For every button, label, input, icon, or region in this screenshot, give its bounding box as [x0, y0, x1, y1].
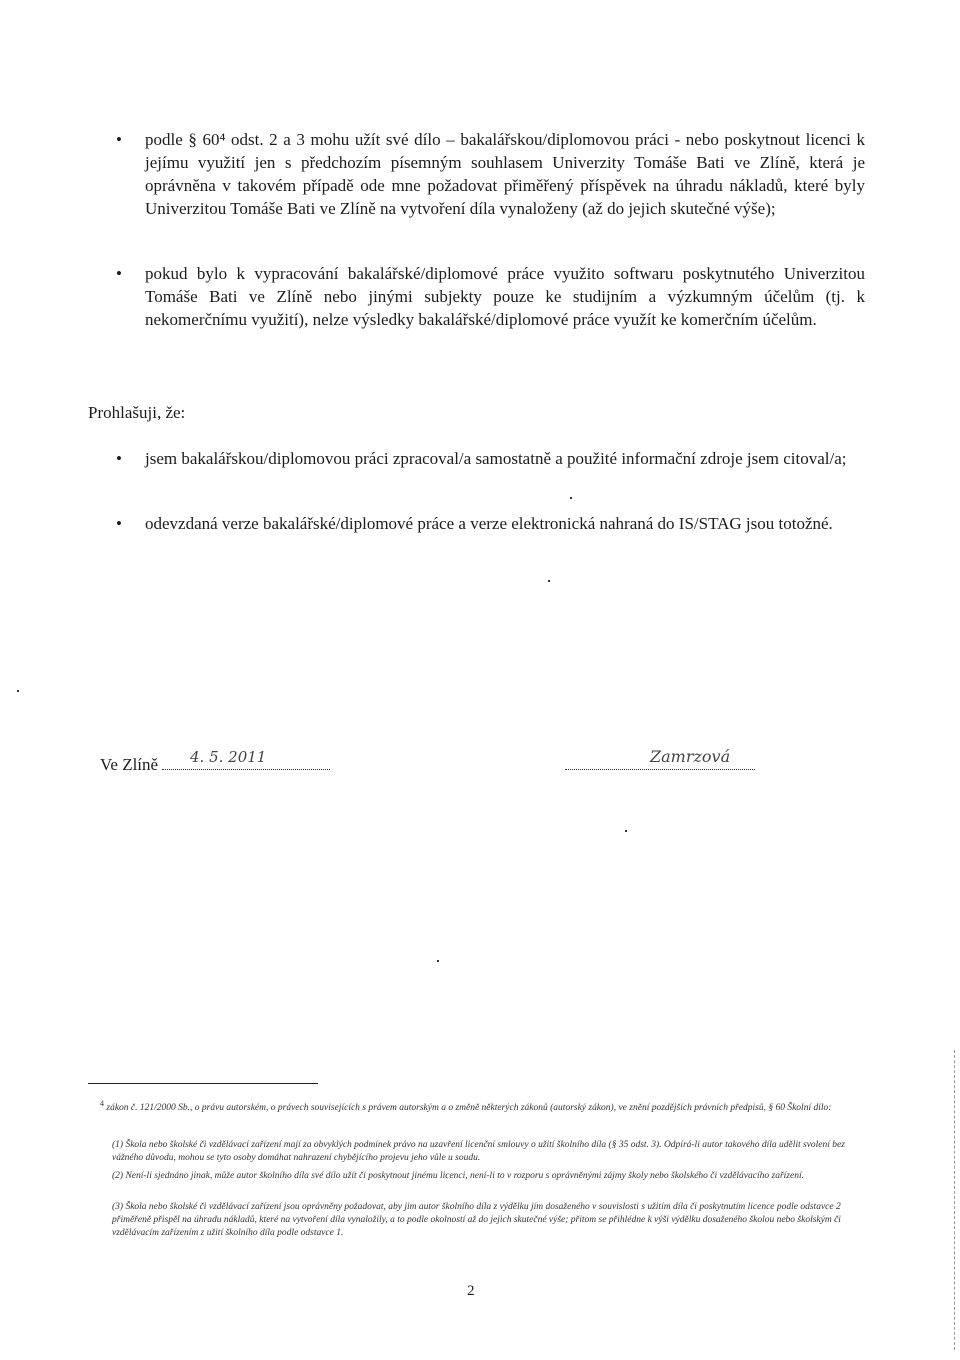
bullet-item-software-use — [116, 262, 865, 331]
scan-speck — [437, 960, 439, 962]
bullet-item-identical-versions — [116, 512, 865, 535]
place-label: Ve Zlíně — [100, 755, 159, 774]
page-number: 2 — [467, 1283, 475, 1299]
scan-edge-mark — [953, 1050, 955, 1350]
bullet-text: odevzdaná verze bakalářské/diplomové práce a verze elektronická nahraná do IS/STAG jsou totožné. — [145, 514, 833, 533]
bullet-icon: • — [116, 514, 122, 533]
handwritten-date: 4. 5. 2011 — [190, 748, 267, 766]
declaration-heading: Prohlašuji, že: — [88, 403, 186, 422]
handwritten-signature: Zamrzová — [650, 747, 731, 766]
bullet-item-license-consent — [116, 128, 865, 220]
footnote-text: zákon č. 121/2000 Sb., o právu autorském, o právech souvisejících s právem autorským a o změně některých zákonů (autorský zákon), ve znění pozdějších právních předpisů, § 60 Školní dílo: — [106, 1103, 832, 1114]
footnote-mark: (3) — [112, 1202, 124, 1212]
footnote-text: Škola nebo školské či vzdělávací zařízení jsou oprávněny požadovat, aby jim autor školního díla z výdělku jím dosaženého v souvislosti s užitím díla či poskytnutím licence podle odstavce 2 přiměřeně přispěl na úhradu nákladů, které na vytvoření díla vynaložily, a to podle okolností až do jejich skutečné výše; přitom se přihlédne k výši výdělku dosaženého školou nebo školským či vzdělávacím zařízením z užití školního díla podle odstavce 1. — [112, 1202, 841, 1238]
scan-speck — [17, 690, 19, 692]
scan-speck — [548, 580, 550, 582]
footnote-mark: 4 — [100, 1099, 104, 1108]
scan-speck — [625, 830, 627, 832]
footnote-text: Není-li sjednáno jinak, může autor školního díla své dílo užít či poskytnout jinému licenci, není-li to v rozporu s oprávněnými zájmy školy nebo školského či vzdělávacího zařízení. — [125, 1171, 804, 1181]
footnote-text: Škola nebo školské či vzdělávací zařízení mají za obvyklých podmínek právo na uzavření licenční smlouvy o užití školního díla (§ 35 odst. 3). Odpírá-li autor takového díla udělit svolení bez vážného důvodu, mohou se tyto osoby domáhat nahrazení chybějícího projevu jeho vůle u soudu. — [112, 1140, 845, 1163]
bullet-icon: • — [116, 264, 122, 283]
footnote-paragraph-2 — [112, 1170, 865, 1183]
bullet-item-independent-work — [116, 447, 865, 470]
footnote-separator — [88, 1083, 318, 1084]
bullet-icon: • — [116, 130, 122, 149]
footnote-4 — [100, 1097, 865, 1115]
bullet-text: podle § 60⁴ odst. 2 a 3 mohu užít své dílo – bakalářskou/diplomovou práci - nebo poskytnout licenci k jejímu využití jen s předchozím písemným souhlasem Univerzity Tomáše Bati ve Zlíně, která je oprávněna v takovém případě ode mne požadovat přiměřený příspěvek na úhradu nákladů, které byly Univerzitou Tomáše Bati ve Zlíně na vytvoření díla vynaloženy (až do jejich skutečné výše); — [145, 130, 865, 218]
footnote-mark: (1) — [112, 1140, 124, 1150]
scan-speck — [570, 497, 572, 499]
footnote-mark: (2) — [112, 1171, 124, 1181]
footnote-paragraph-1 — [112, 1139, 865, 1165]
bullet-text: jsem bakalářskou/diplomovou práci zpracoval/a samostatně a použité informační zdroje jsem citoval/a; — [145, 449, 847, 468]
bullet-icon: • — [116, 449, 122, 468]
footnote-paragraph-3 — [112, 1201, 865, 1240]
bullet-text: pokud bylo k vypracování bakalářské/diplomové práce využito softwaru poskytnutého Univerzitou Tomáše Bati ve Zlíně nebo jinými subjekty pouze ke studijním a výzkumným účelům (tj. k nekomerčnímu využití), nelze výsledky bakalářské/diplomové práce využít ke komerčním účelům. — [145, 264, 865, 329]
